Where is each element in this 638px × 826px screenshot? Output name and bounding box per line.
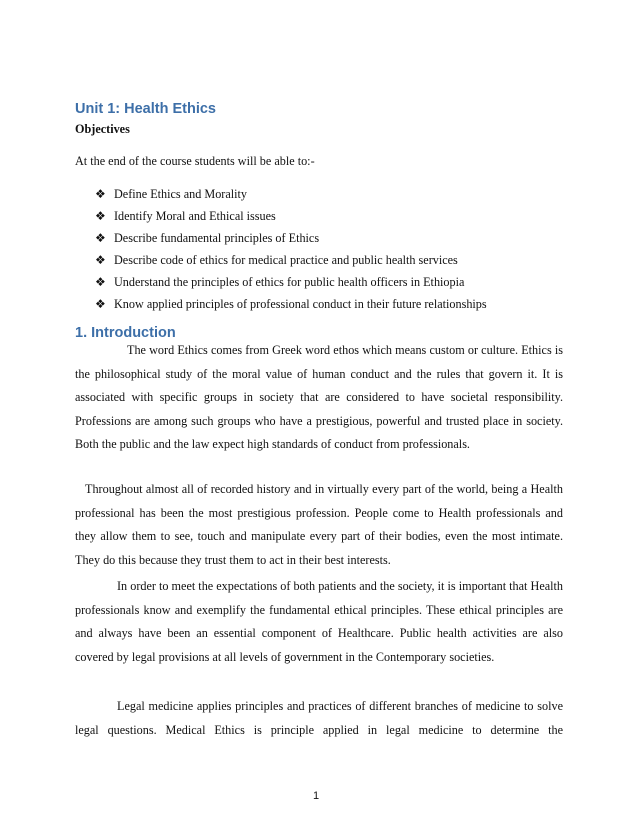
- paragraph-expectations: In order to meet the expectations of both patients and the society, it is important that Health professionals know and exemplify the fundamental ethical principles. These ethical principles are and always have been an essential component of Healthcare. Public health activities are also covered by legal provisions at all levels of government in the Contemporary societies.: [75, 579, 563, 664]
- paragraph-history: Throughout almost all of recorded history and in virtually every part of the world, being a Health professional has been the most prestigious profession. People come to Health professionals and they allow them to see, touch and manipulate every part of their bodies, even the most intimate. They do this because they trust them to act in their best interests.: [75, 482, 563, 567]
- objectives-heading: Objectives: [75, 122, 130, 136]
- list-item: [95, 271, 487, 293]
- list-item: [95, 183, 487, 205]
- section-title: 1. Introduction: [75, 325, 176, 341]
- objective-text: Identify Moral and Ethical issues: [114, 208, 276, 223]
- objective-text: Define Ethics and Morality: [114, 186, 248, 201]
- diamond-bullet-icon: ❖: [95, 209, 106, 223]
- list-item: [95, 249, 487, 271]
- list-item: [95, 293, 487, 315]
- page-number: 1: [313, 790, 320, 802]
- diamond-bullet-icon: ❖: [95, 275, 106, 289]
- diamond-bullet-icon: ❖: [95, 231, 106, 245]
- diamond-bullet-icon: ❖: [95, 297, 106, 311]
- objectives-list: [95, 183, 487, 315]
- paragraph-legal-medicine: Legal medicine applies principles and practices of different branches of medicine to solve legal questions. Medical Ethics is principle applied in legal medicine to determine the: [75, 699, 563, 737]
- lead-sentence: At the end of the course students will be able to:-: [75, 154, 315, 168]
- objective-text: Know applied principles of professional conduct in their future relationships: [114, 296, 487, 311]
- list-item: [95, 205, 487, 227]
- diamond-bullet-icon: ❖: [95, 253, 106, 267]
- diamond-bullet-icon: ❖: [95, 187, 106, 201]
- objective-text: Describe code of ethics for medical practice and public health services: [114, 252, 458, 267]
- unit-title: Unit 1: Health Ethics: [75, 101, 216, 117]
- paragraph-ethics-definition: The word Ethics comes from Greek word ethos which means custom or culture. Ethics is the philosophical study of the moral value of human conduct and the rules that govern it. It is associated with specific groups in society that are considered to have societal responsibility. Professions are among such groups who have a prestigious, powerful and trusted place in society. Both the public and the law expect high standards of conduct from professionals.: [75, 343, 563, 451]
- objective-text: Understand the principles of ethics for public health officers in Ethiopia: [114, 274, 465, 289]
- list-item: [95, 227, 487, 249]
- objective-text: Describe fundamental principles of Ethics: [114, 230, 320, 245]
